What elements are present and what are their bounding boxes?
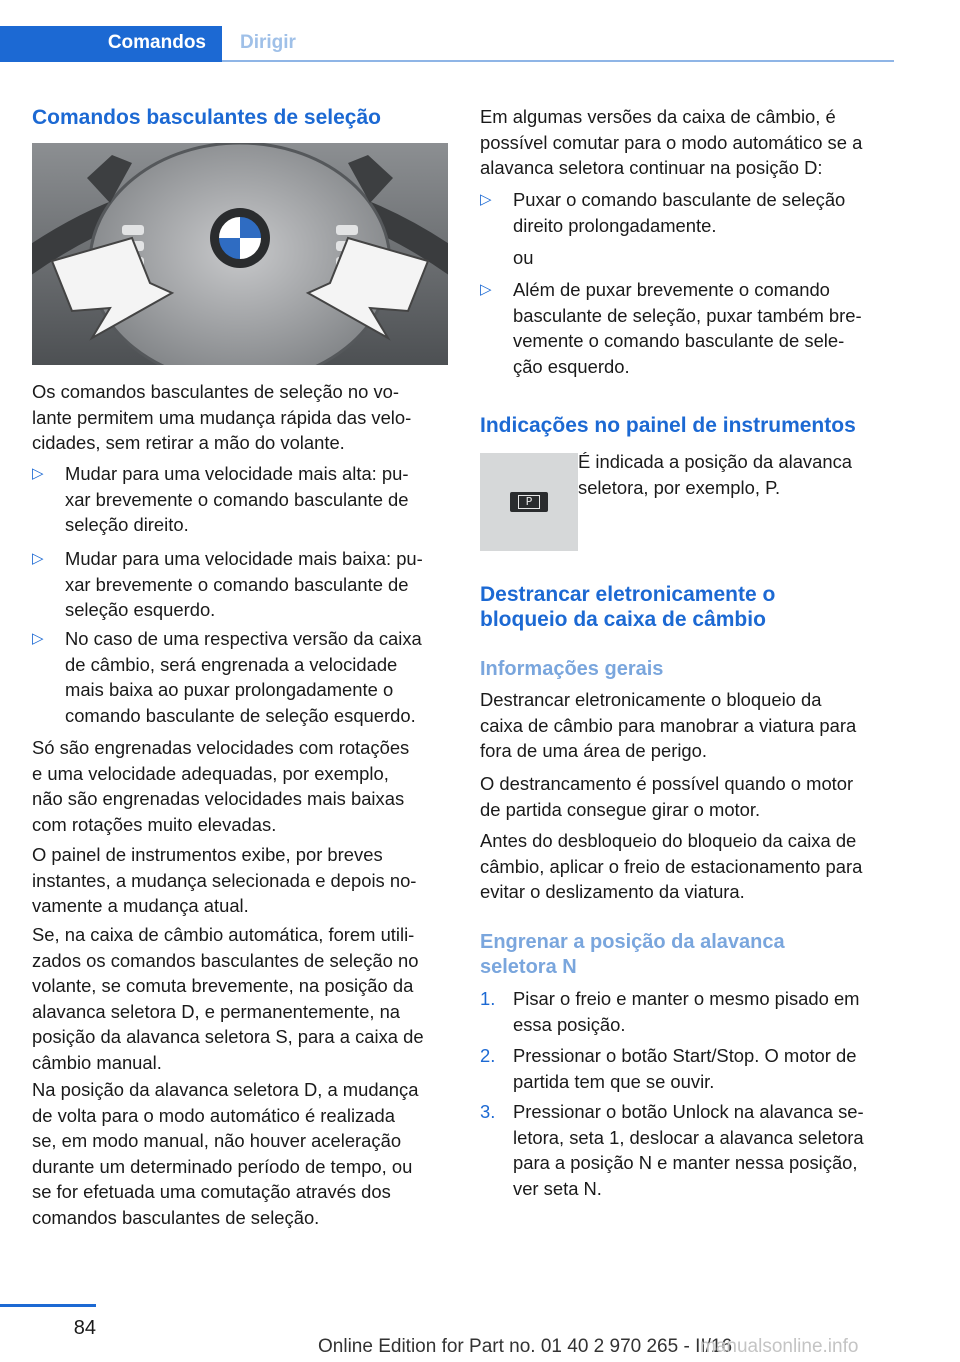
panel-description: É indicada a posição da alavanca seletora, por exemplo, P. xyxy=(578,451,853,498)
numbered-step: 2. Pressionar o botão Start/Stop. O motor de partida tem que se ouvir. xyxy=(480,1045,857,1092)
subsection-title-engage: Engrenar a posição da alavanca seletora N xyxy=(480,931,785,978)
left-column xyxy=(32,0,448,1260)
paragraph: Antes do desbloqueio do bloqueio da caixa de câmbio, aplicar o freio de estacionamento para evitar o deslizamento da viatura. xyxy=(480,830,863,902)
section-title-paddles: Comandos basculantes de seleção xyxy=(32,106,381,129)
numbered-step: 1. Pisar o freio e manter o mesmo pisado em essa posição. xyxy=(480,988,860,1035)
paragraph: Se, na caixa de câmbio automática, forem utili- zados os comandos basculantes de seleção no volante, se comuta brevemente, na posição da alavanca seletora D, e permanentemente, na posição da alavanca seletora S, para a caixa de câmbio manual. xyxy=(32,924,424,1073)
tab-comandos: Comandos xyxy=(0,26,222,60)
paragraph: Em algumas versões da caixa de câmbio, é possível comutar para o modo automático se a alavanca seletora continuar na posição D: xyxy=(480,106,863,178)
step-number: 1. xyxy=(480,988,496,1009)
bullet-item: ▷ Mudar para uma velocidade mais baixa: pu- xar brevemente o comando basculante de seleção esquerdo. xyxy=(32,548,423,620)
triangle-bullet-icon: ▷ xyxy=(480,191,492,208)
triangle-bullet-icon: ▷ xyxy=(32,630,44,647)
triangle-bullet-icon: ▷ xyxy=(32,465,44,482)
edition-text: Online Edition for Part no. 01 40 2 970 265 - II/16 xyxy=(318,1336,733,1357)
or-text: ou xyxy=(513,247,534,268)
bullet-item: ▷ Mudar para uma velocidade mais alta: pu- xar brevemente o comando basculante de seleção direito. xyxy=(32,463,409,535)
gear-display xyxy=(510,492,548,512)
right-column xyxy=(480,0,896,1260)
gear-indicator-p: P xyxy=(518,495,540,509)
section-title-panel: Indicações no painel de instrumentos xyxy=(480,414,856,437)
triangle-bullet-icon: ▷ xyxy=(480,281,492,298)
intro-text: Os comandos basculantes de seleção no vo- lante permitem uma mudança rápida das velo- cidades, sem retirar a mão do volante. xyxy=(32,381,412,453)
step-number: 3. xyxy=(480,1101,496,1122)
paragraph: Só são engrenadas velocidades com rotações e uma velocidade adequadas, por exemplo, não são engrenadas velocidades mais baixas com rotações muito elevadas. xyxy=(32,737,410,835)
triangle-bullet-icon: ▷ xyxy=(32,550,44,567)
bullet-item: ▷ Além de puxar brevemente o comando basculante de seleção, puxar também bre- vemente o comando basculante de sele- ção esquerdo. xyxy=(480,279,862,377)
numbered-step: 3. Pressionar o botão Unlock na alavanca se- letora, seta 1, deslocar a alavanca seletora para a posição N e manter nessa posição, ver seta N. xyxy=(480,1101,864,1199)
instrument-panel-image xyxy=(480,453,578,551)
steering-wheel-image xyxy=(32,143,448,365)
subsection-title-general: Informações gerais xyxy=(480,658,664,680)
bullet-item: ▷ Puxar o comando basculante de seleção direito prolongadamente. xyxy=(480,189,846,236)
tab-dirigir: Dirigir xyxy=(240,32,296,53)
paragraph: O painel de instrumentos exibe, por breves instantes, a mudança selecionada e depois no- vamente a mudança atual. xyxy=(32,844,417,916)
footer-rule xyxy=(0,1304,96,1307)
bullet-item: ▷ No caso de uma respectiva versão da caixa de câmbio, será engrenada a velocidade mais baixa ao puxar prolongadamente o comando basculante de seleção esquerdo. xyxy=(32,628,422,726)
paragraph: Na posição da alavanca seletora D, a mudança de volta para o modo automático é realizada se, em modo manual, não houver aceleração durante um determinado período de tempo, ou se for efetuada uma comutação através dos comandos basculantes de seleção. xyxy=(32,1079,419,1228)
page-number: 84 xyxy=(73,1317,96,1339)
paragraph: O destrancamento é possível quando o motor de partida consegue girar o motor. xyxy=(480,773,854,820)
step-number: 2. xyxy=(480,1045,496,1066)
watermark: manualsonline.info xyxy=(700,1336,859,1357)
paragraph: Destrancar eletronicamente o bloqueio da caixa de câmbio para manobrar a viatura para fora de uma área de perigo. xyxy=(480,689,857,761)
steering-wheel-illustration xyxy=(32,143,448,365)
section-title-unlock: Destrancar eletronicamente o bloqueio da caixa de câmbio xyxy=(480,583,776,631)
